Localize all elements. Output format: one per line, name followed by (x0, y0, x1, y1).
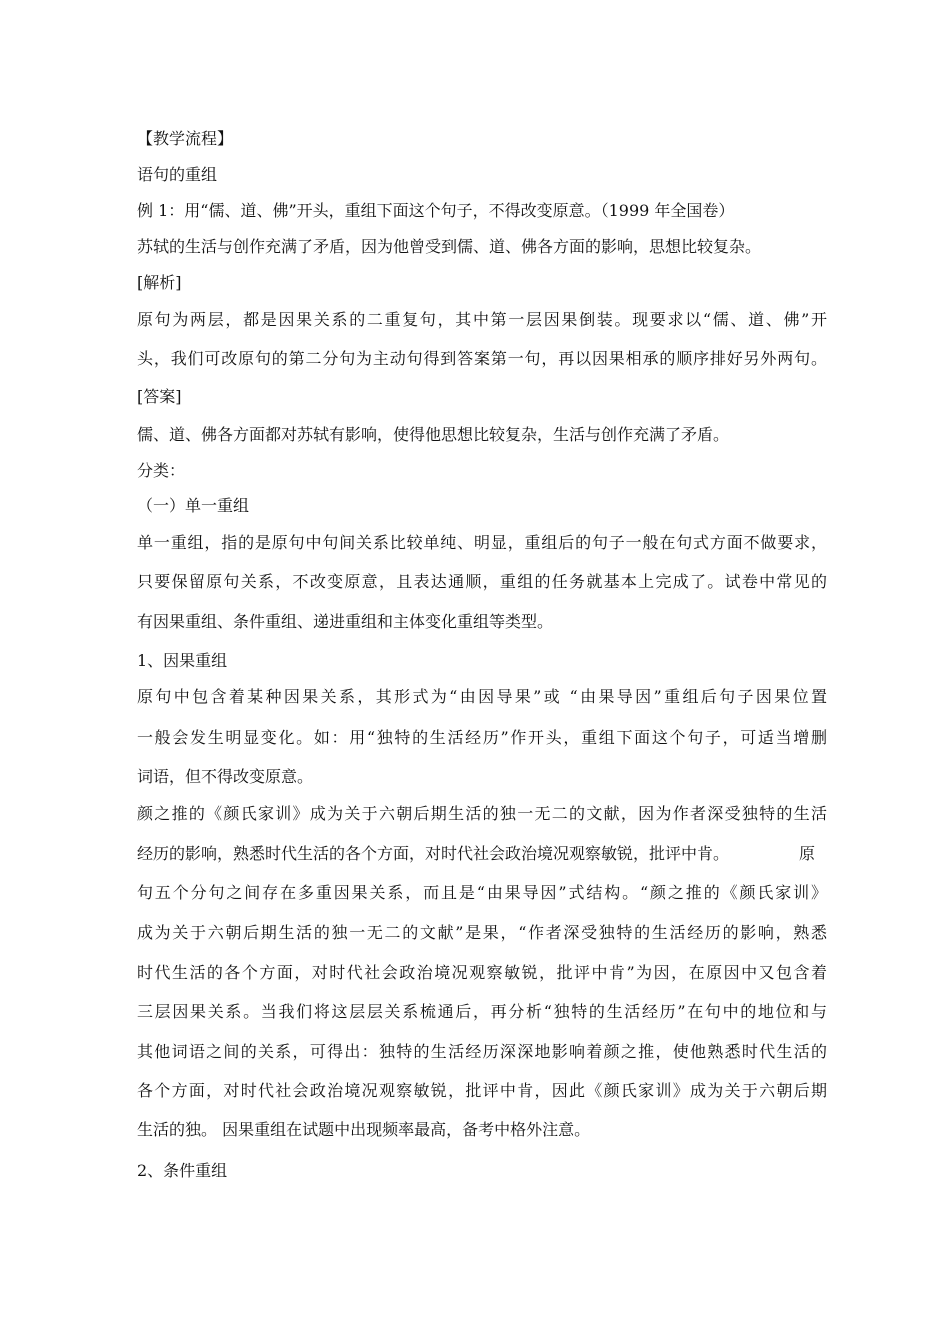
causal-analysis-line: 时代生活的各个方面，对时代社会政治境况观察敏锐，批评中肯”为因，在原因中又包含着 (137, 963, 827, 982)
causal-example-text: 经历的影响，熟悉时代生活的各个方面，对时代社会政治境况观察敏锐，批评中肯。 (137, 844, 730, 863)
analysis-line: 原句为两层，都是因果关系的二重复句，其中第一层因果倒装。现要求以“儒、道、佛”开 (137, 310, 827, 329)
causal-heading: 1、因果重组 (137, 651, 228, 670)
example-prompt: 例 1：用“儒、道、佛”开头，重组下面这个句子，不得改变原意。（1999 年全国卷） (137, 201, 735, 220)
conditional-heading: 2、条件重组 (137, 1161, 228, 1180)
section-title: 【教学流程】 (137, 129, 234, 148)
single-section-line: 有因果重组、条件重组、递进重组和主体变化重组等类型。 (137, 612, 554, 631)
causal-analysis-line: 成为关于六朝后期生活的独一无二的文献”是果，“作者深受独特的生活经历的影响，熟悉 (137, 923, 827, 942)
causal-analysis-line: 句五个分句之间存在多重因果关系，而且是“由果导因”式结构。“颜之推的《颜氏家训》 (137, 883, 827, 902)
causal-analysis-line: 生活的独。 因果重组在试题中出现频率最高，备考中格外注意。 (137, 1120, 591, 1139)
causal-analysis-line: 三层因果关系。当我们将这层层关系梳通后，再分析“独特的生活经历”在句中的地位和与 (137, 1002, 827, 1021)
analysis-label: [解析] (137, 273, 182, 292)
classification-label: 分类： (137, 461, 186, 480)
answer-text: 儒、道、佛各方面都对苏轼有影响，使得他思想比较复杂，生活与创作充满了矛盾。 (137, 425, 730, 444)
causal-example-line (137, 843, 827, 865)
single-section-heading: （一）单一重组 (137, 496, 250, 515)
causal-intro-line: 词语，但不得改变原意。 (137, 767, 314, 786)
causal-intro-line: 一般会发生明显变化。如：用“独特的生活经历”作开头，重组下面这个句子，可适当增删 (137, 728, 827, 747)
single-section-line: 单一重组，指的是原句中句间关系比较单纯、明显，重组后的句子一般在句式方面不做要求， (137, 533, 827, 552)
causal-example-line: 颜之推的《颜氏家训》成为关于六朝后期生活的独一无二的文献，因为作者深受独特的生活 (137, 804, 827, 823)
single-section-line: 只要保留原句关系，不改变原意，且表达通顺，重组的任务就基本上完成了。试卷中常见的 (137, 572, 827, 591)
causal-intro-line: 原句中包含着某种因果关系，其形式为“由因导果”或 “由果导因”重组后句子因果位置 (137, 687, 827, 706)
analysis-line: 头，我们可改原句的第二分句为主动句得到答案第一句，再以因果相承的顺序排好另外两句。 (137, 349, 827, 368)
subtitle: 语句的重组 (137, 165, 218, 184)
answer-label: [答案] (137, 387, 182, 406)
causal-example-tail: 原 (798, 844, 815, 863)
causal-analysis-line: 各个方面，对时代社会政治境况观察敏锐，批评中肯，因此《颜氏家训》成为关于六朝后期 (137, 1081, 827, 1100)
example-sentence: 苏轼的生活与创作充满了矛盾，因为他曾受到儒、道、佛各方面的影响，思想比较复杂。 (137, 237, 762, 256)
causal-analysis-line: 其他词语之间的关系，可得出：独特的生活经历深深地影响着颜之推，使他熟悉时代生活的 (137, 1042, 827, 1061)
